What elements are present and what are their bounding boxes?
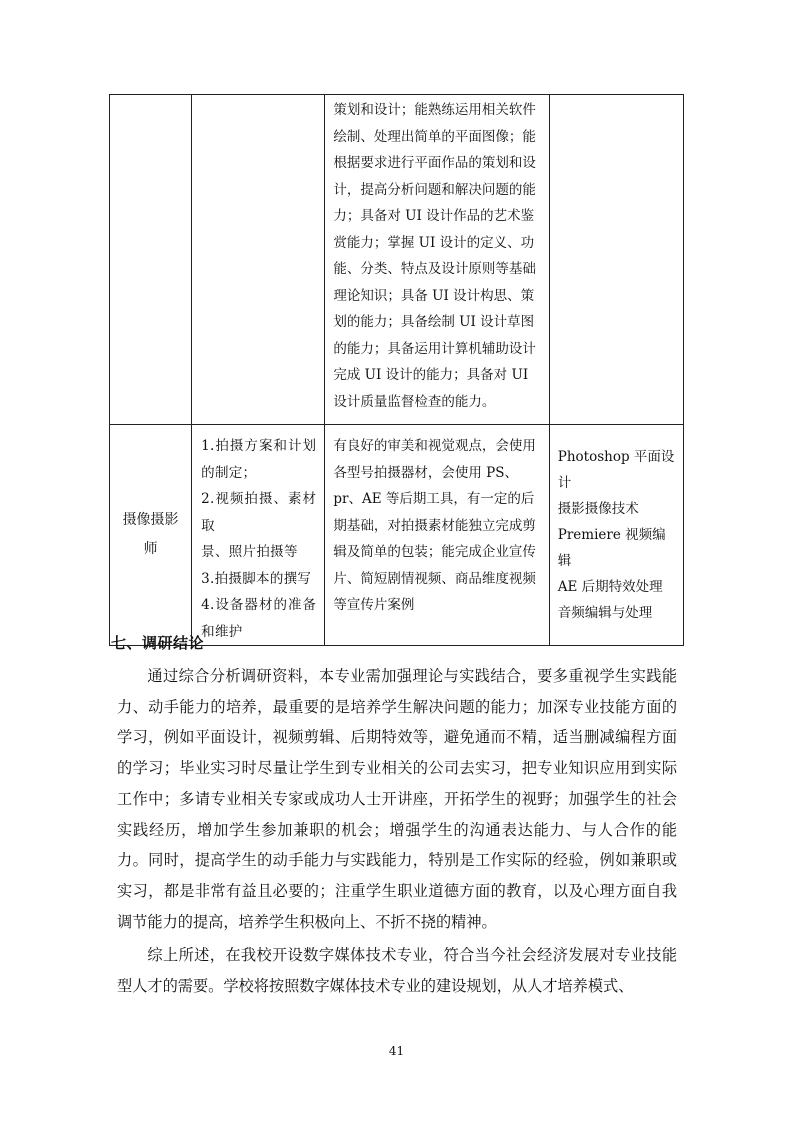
task-line: 3.拍摄脚本的撰写	[201, 570, 312, 587]
task-line: 的制定；	[201, 464, 257, 481]
task-line: 4.设备器材的准备	[201, 597, 317, 613]
occupation-skills-table	[109, 94, 684, 646]
course-line: AE 后期特效处理	[557, 579, 663, 595]
table-cell-position	[110, 95, 192, 425]
table-cell-abilities	[325, 95, 549, 425]
task-line: 2.视频拍摄、素材取	[201, 491, 317, 534]
task-line: 1.拍摄方案和计划	[201, 438, 317, 454]
table-cell-position	[110, 425, 192, 646]
course-line: Photoshop 平面设计	[557, 449, 675, 491]
course-line: 摄影摄像技术	[557, 501, 639, 517]
abilities-text: 策划和设计；能熟练运用相关软件绘制、处理出简单的平面图像；能根据要求进行平面作品的策划和设计，提高分析问题和解决问题的能力；具备对 UI 设计作品的艺术鉴赏能力；掌握 UI 设计的定义、功能、分类、特点及设计原则等基础理论知识；具备 UI 设计构思、策划的能力；具备绘制 UI 设计草图的能力；具备运用计算机辅助设计完成 UI 设计的能力；具备对 UI 设计质量监督检查的能力。	[333, 102, 536, 410]
table-cell-tasks	[192, 425, 325, 646]
table-cell-tasks	[192, 95, 325, 425]
table-cell-courses	[549, 95, 683, 425]
paragraph: 综上所述，在我校开设数字媒体技术专业，符合当今社会经济发展对专业技能型人才的需要。学校将按照数字媒体技术专业的建设规划，从人才培养模式、	[117, 946, 677, 996]
page-number: 41	[388, 1044, 405, 1058]
table-row	[110, 95, 684, 425]
course-list	[550, 444, 683, 626]
section-body	[117, 661, 677, 1002]
task-list	[192, 425, 324, 645]
table-cell-courses	[549, 425, 683, 646]
abilities-text: 有良好的审美和视觉观点，会使用各型号拍摄器材，会使用 PS、pr、AE 等后期工具，有一定的后期基础，对拍摄素材能独立完成剪辑及简单的包装；能完成企业宣传片、简短剧情视频、商品维度视频等宣传片案例	[333, 438, 536, 613]
course-line: 音频编辑与处理	[557, 605, 653, 621]
section-heading: 七、调研结论	[111, 634, 205, 652]
table-cell-abilities	[325, 425, 549, 646]
task-line: 景、照片拍摄等	[201, 544, 298, 560]
position-name: 摄像摄影师	[122, 512, 179, 557]
table-row	[110, 425, 684, 646]
course-line: Premiere 视频编辑	[557, 527, 666, 569]
paragraph: 通过综合分析调研资料，本专业需加强理论与实践结合，要多重视学生实践能力、动手能力的培养，最重要的是培养学生解决问题的能力；加深专业技能方面的学习，例如平面设计，视频剪辑、后期特效等，避免通而不精，适当删减编程方面的学习；毕业实习时尽量让学生到专业相关的公司去实习，把专业知识应用到实际工作中；多请专业相关专家或成功人士开讲座，开拓学生的视野；加强学生的社会实践经历，增加学生参加兼职的机会；增强学生的沟通表达能力、与人合作的能力。同时，提高学生的动手能力与实践能力，特别是工作实际的经验，例如兼职或实习，都是非常有益且必要的；注重学生职业道德方面的教育，以及心理方面自我调节能力的提高，培养学生积极向上、不折不挠的精神。	[117, 667, 677, 931]
task-line: 和维护	[201, 623, 243, 640]
